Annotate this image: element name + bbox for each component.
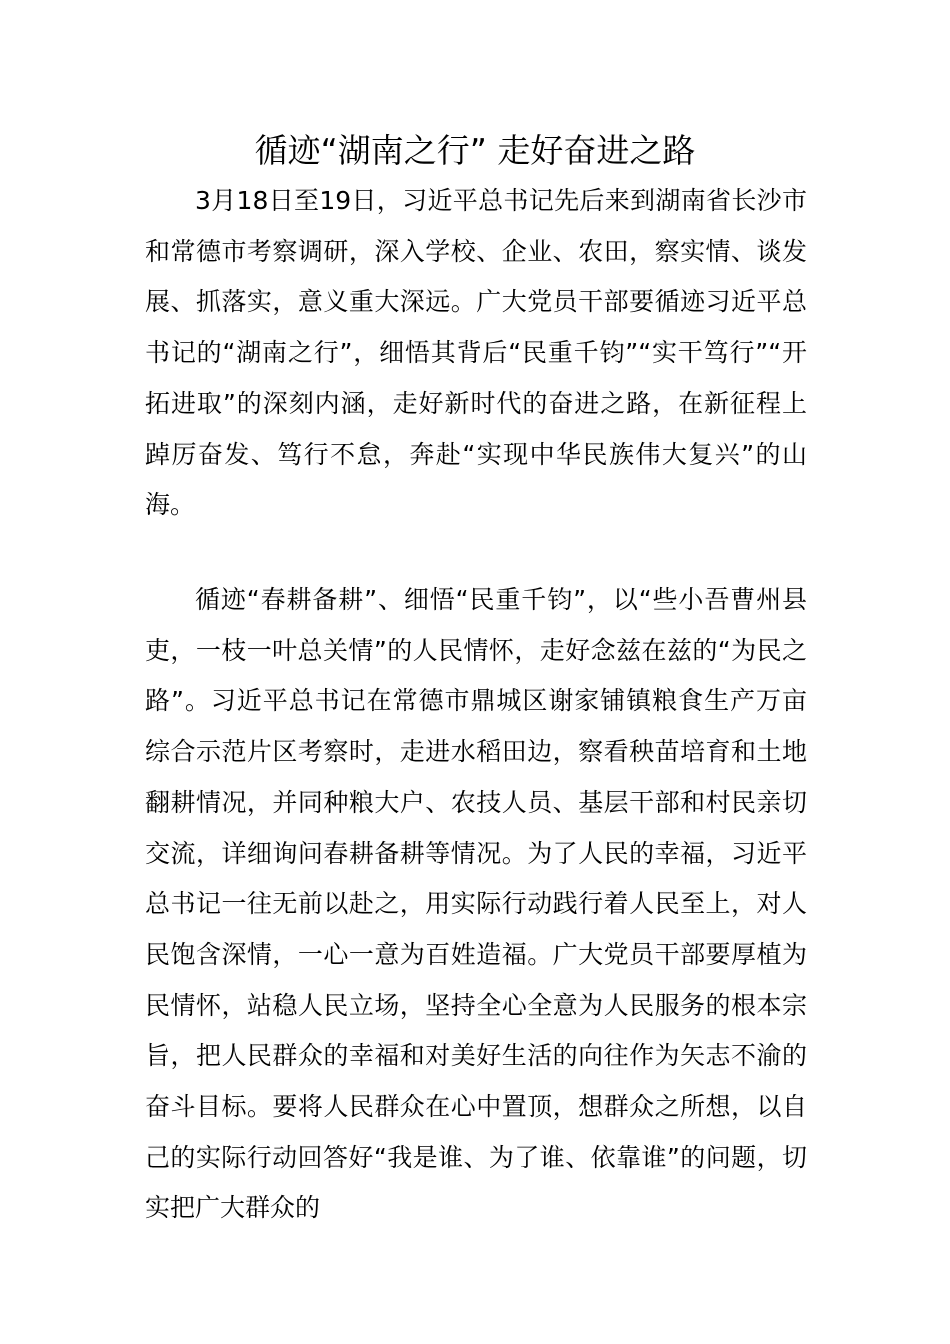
paragraph-spring-farming: 循迹“春耕备耕”、细悟“民重千钧”，以“些小吾曹州县吏，一枝一叶总关情”的人民情怀，走好念兹在兹的“为民之路”。习近平总书记在常德市鼎城区谢家铺镇粮食生产万亩综合示范片区考察时，走进水稻田边，察看秧苗培育和土地翻耕情况，并同种粮大户、农技人员、基层干部和村民亲切交流，详细询问春耕备耕等情况。为了人民的幸福，习近平总书记一往无前以赴之，用实际行动践行着人民至上，对人民饱含深情，一心一意为百姓造福。广大党员干部要厚植为民情怀，站稳人民立场，坚持全心全意为人民服务的根本宗旨，把人民群众的幸福和对美好生活的向往作为矢志不渝的奋斗目标。要将人民群众在心中置顶，想群众之所想，以自己的实际行动回答好“我是谁、为了谁、依靠谁”的问题，切实把广大群众的 [145, 585, 807, 1223]
paragraph-intro: 3月18日至19日，习近平总书记先后来到湖南省长沙市和常德市考察调研，深入学校、企业、农田，察实情、谈发展、抓落实，意义重大深远。广大党员干部要循迹习近平总书记的“湖南之行”，细悟其背后“民重千钧”“实干笃行”“开拓进取”的深刻内涵，走好新时代的奋进之路，在新征程上踔厉奋发、笃行不怠，奔赴“实现中华民族伟大复兴”的山海。 [145, 186, 807, 520]
document-title: 循迹“湖南之行” 走好奋进之路 [254, 131, 696, 170]
